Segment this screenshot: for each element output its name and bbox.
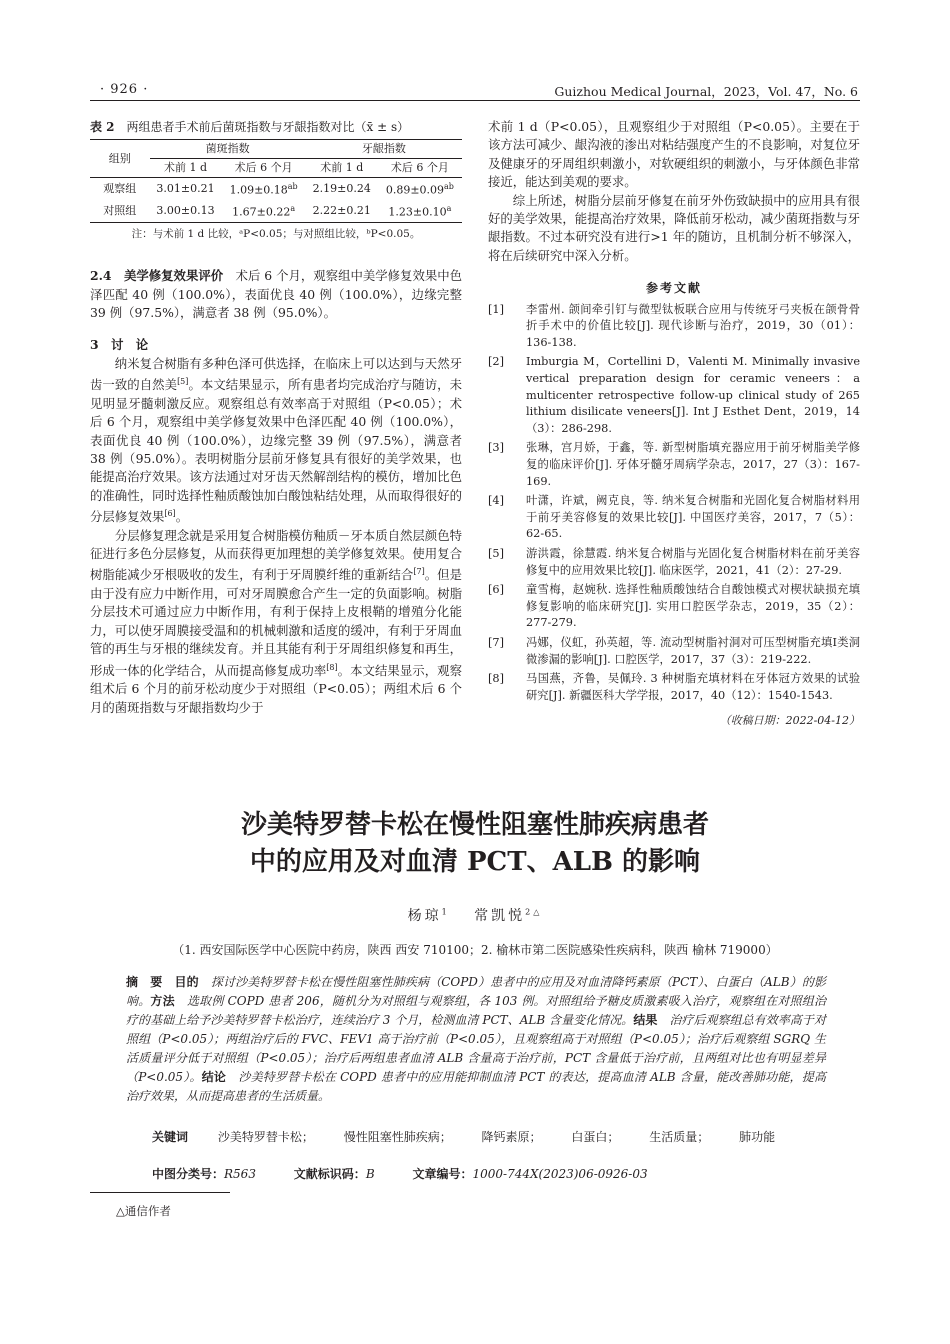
affiliations: （1. 西安国际医学中心医院中药房，陕西 西安 710100；2. 榆林市第二医院感染性疾病科，陕西 榆林 719000） [172, 943, 778, 957]
keyword: 生活质量； [649, 1130, 710, 1144]
reference-item: [6] 童雪梅，赵婉秋. 选择性釉质酸蚀结合自酸蚀模式对楔状缺损充填修复影响的临床研究[J]. 实用口腔医学杂志，2019，35（2）：277-279. [488, 583, 860, 630]
reference-item: [7] 冯娜，仪虹，孙英超，等. 流动型树脂衬洞对可压型树脂充填Ⅰ类洞微渗漏的影响[J]. 口腔医学，2017，37（3）：219-222. [488, 635, 860, 666]
reference-item: [4] 叶潇，许斌，阙克良，等. 纳米复合树脂和光固化复合树脂材料用于前牙美容修复的效果比较[J]. 中国医疗美容，2017，7（5）：62-65. [488, 494, 860, 541]
received-date: （收稿日期：2022-04-12） [719, 714, 860, 728]
article-title: 沙美特罗替卡松在慢性阻塞性肺疾病患者 中的应用及对血清 PCT、ALB 的影响 [240, 810, 709, 877]
journal-citation: Guizhou Medical Journal，2023，Vol. 47，No. 6 [554, 84, 858, 99]
section-3-heading: 3 讨 论 [90, 337, 149, 353]
authors: 杨琼$^1$ 常凯悦$^{2\triangle}$ [407, 907, 543, 924]
reference-item: [3] 张琳，宫月娇，于鑫，等. 新型树脂填充器应用于前牙树脂美学修复的临床评价[J]. 牙体牙髓牙周病学杂志，2017，27（3）：167-169. [488, 441, 860, 488]
sub-pre: 术前 1 d [306, 159, 378, 178]
left-column [90, 118, 462, 717]
col-group: 组别 [90, 140, 150, 178]
discussion-paragraph-1: 纳米复合树脂有多种色泽可供选择，在临床上可以达到与天然牙齿一致的自然美[5]。本文结果显示，所有患者均完成治疗与随访，未见明显牙髓刺激反应。观察组总有效率高于对照组（P<0.05）；术后 6 个月，观察组中美学修复效果中色泽匹配 40 例（100.0%），表面优良 40 例（100.0%），边缘完整 39 例（97.5%），满意者 38 例（95.0%）。表明树脂分层前牙修复具有很好的美学效果，也能提高治疗效果。该方法通过对牙齿天然解剖结构的模仿，增加比色的准确性，同时选择性釉质酸蚀加白酸蚀粘结处理，从而取得很好的分层修复效果[6]。 [90, 355, 463, 525]
page-number: · 926 · [100, 82, 149, 97]
table-caption: 表 2 两组患者手术前后菌斑指数与牙龈指数对比（x̄ ± s） [90, 120, 410, 134]
discussion-paragraph-2: 分层修复理念就是采用复合树脂模仿釉质－牙本质自然层颜色特征进行多色分层修复，从而获得更加理想的美学修复效果。使用复合树脂能减少牙根吸收的发生，有利于牙周膜纤维的重新结合[7]。但是由于没有应力中断作用，可对牙周膜愈合产生一定的负面影响。树脂分层技术可通过应力中断作用，有利于保持上皮根鞘的增殖分化能力，可以使牙周膜接受温和的机械刺激和适度的缓冲，有利于牙周血管的再生与牙根的继续发育。并且其能有利于牙周组织修复和再生，形成一体的化学结合，从而提高修复成功率[8]。本文结果显示，观察组术后 6 个月的前牙松动度少于对照组（P<0.05）；两组术后 6 个月的菌斑指数与牙龈指数均少于 [90, 527, 463, 715]
header-rule [90, 100, 860, 101]
section-2-4: 2.4 美学修复效果评价 术后 6 个月，观察组中美学修复效果中色泽匹配 40 例（100.0%），表面优良 40 例（100.0%），边缘完整 39 例（97.5%），满意者 38 例（95.0%）。 [90, 268, 463, 320]
conclusion-paragraph: 综上所述，树脂分层前牙修复在前牙外伤致缺损中的应用具有很好的美学效果，能提高治疗效果，降低前牙松动，减少菌斑指数与牙龈指数。不过本研究没有进行>1 年的随访，且机制分析不够深入，将在后续研究中深入分析。 [488, 192, 860, 263]
keyword: 慢性阻塞性肺疾病； [343, 1130, 452, 1144]
table-note: 注：与术前 1 d 比较，ᵃP<0.05；与对照组比较，ᵇP<0.05。 [131, 227, 421, 240]
keyword: 肺功能 [739, 1130, 776, 1144]
reference-item: [5] 游洪霞，徐慧霞. 纳米复合树脂与光固化复合树脂材料在前牙美容修复中的应用效果比较[J]. 临床医学，2021，41（2）：27-29. [488, 546, 860, 577]
footnote: △通信作者 [116, 1204, 171, 1218]
discussion-continued: 术前 1 d（P<0.05），且观察组少于对照组（P<0.05）。主要在于该方法可减少、龈沟液的渗出对粘结强度产生的不良影响，对复位牙及健康牙的牙周组织刺激小，对软硬组织的刺激小，与牙体颜色非常接近，能达到美观的要求。 [488, 119, 860, 190]
table-row: 对照组 3.00±0.13 1.67±0.22$^a$ 2.22±0.21 1.23±0.10$^a$ [90, 200, 462, 222]
sub-post: 术后 6 个月 [222, 159, 306, 178]
right-column [488, 118, 860, 731]
keyword: 白蛋白； [571, 1130, 620, 1144]
author-2: 常凯悦 [474, 908, 526, 924]
references-heading: 参考文献 [645, 281, 702, 296]
keywords: 关键词 沙美特罗替卡松； 慢性阻塞性肺疾病； 降钙素原； 白蛋白； 生活质量； 肺功能 [152, 1130, 776, 1144]
classification-line: 中图分类号：R563 文献标识码：B 文章编号：1000-744X(2023)06-0926-03 [152, 1167, 648, 1181]
keyword: 沙美特罗替卡松； [217, 1130, 314, 1144]
col-gingival: 牙龈指数 [306, 140, 462, 159]
col-plaque: 菌斑指数 [150, 140, 306, 159]
abstract: 摘 要 目的 探讨沙美特罗替卡松在慢性阻塞性肺疾病（COPD）患者中的应用及对血清降钙素原（PCT）、白蛋白（ALB）的影响。方法 选取例 COPD 患者 206，随机分为对照组与观察组，各 103 例。对照组给予糖皮质激素吸入治疗，观察组在对照组治疗的基础上给予沙美特罗替卡松治疗，连续治疗 3 个月，检测血清 PCT、ALB 含量变化情况。结果 治疗后观察组总有效率高于对照组（P<0.05）；两组治疗后的 FVC、FEV1 高于治疗前（P<0.05），且观察组高于对照组（P<0.05）；治疗后观察组 SGRQ 生活质量评分低于对照组（P<0.05）；治疗后两组患者血清 ALB 含量高于治疗前，PCT 含量低于治疗前，且两组对比也有明显差异（P<0.05）。结论 沙美特罗替卡松在 COPD 患者中的应用能抑制血清 PCT 的表达，提高血清 ALB 含量，能改善肺功能，提高治疗效果，从而提高患者的生活质量。 [126, 975, 826, 1103]
sub-post: 术后 6 个月 [378, 159, 462, 178]
author-1: 杨琼 [407, 908, 442, 924]
keyword: 降钙素原； [481, 1130, 542, 1144]
reference-item: [2] Imburgia M，Cortellini D，Valenti M. Minimally invasive vertical preparation design for ceramic veneers：a multicenter retrospective follow-up clinical study of 265 lithium disilicate veneers[J]. Int J Esthet Dent，2019，14（3）：286-298. [488, 355, 860, 435]
footnote-rule [90, 1192, 230, 1193]
reference-list [488, 302, 860, 705]
table-row: 观察组 3.01±0.21 1.09±0.18$^{ab}$ 2.19±0.24 0.89±0.09$^{ab}$ [103, 182, 454, 198]
reference-item: [8] 马国燕，齐鲁，吴佩玲. 3 种树脂充填材料在牙体冠方效果的试验研究[J]. 新疆医科大学学报，2017，40（12）：1540-1543. [488, 672, 860, 702]
table-2 [90, 139, 462, 222]
reference-item: [1] 李雷州. 颌间牵引钉与微型钛板联合应用与传统牙弓夹板在颌骨骨折手术中的价值比较[J]. 现代诊断与治疗，2019，30（01）：136-138. [488, 302, 860, 349]
sub-pre: 术前 1 d [150, 159, 222, 178]
